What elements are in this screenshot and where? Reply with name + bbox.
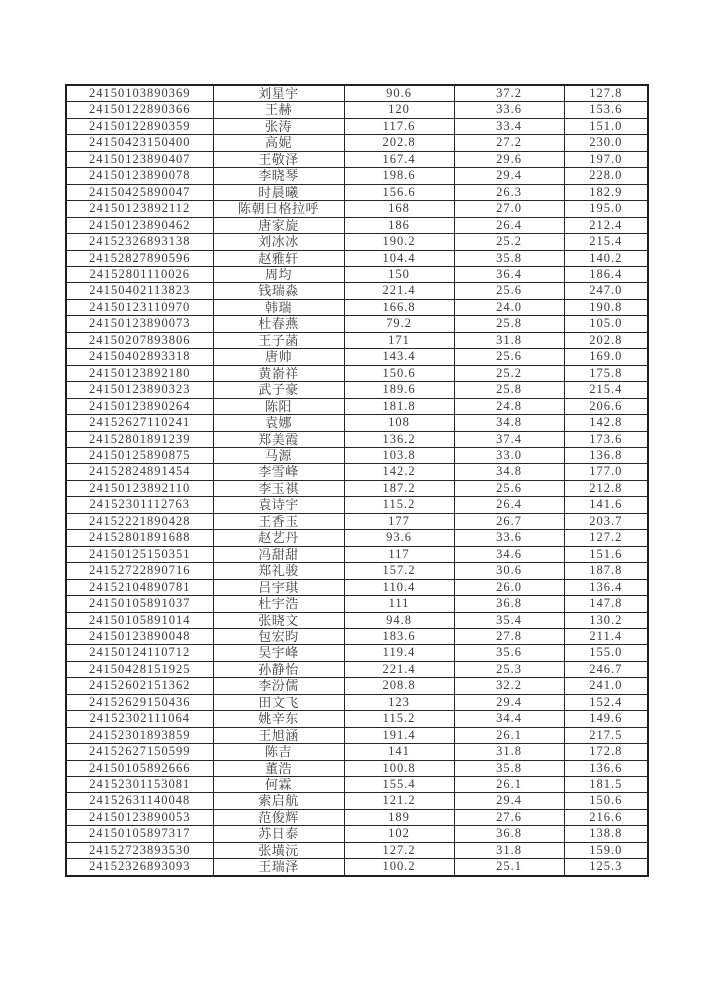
score-table-body [66, 85, 648, 876]
table-row [66, 513, 648, 529]
total-score-cell: 215.4 [564, 234, 648, 250]
total-score-cell: 125.3 [564, 859, 648, 876]
table-row [66, 694, 648, 710]
total-score-cell: 177.0 [564, 464, 648, 480]
name-cell: 陈吉 [213, 744, 344, 760]
score1-cell: 143.4 [344, 349, 454, 365]
table-row [66, 546, 648, 562]
name-cell: 郑美霞 [213, 431, 344, 447]
score1-cell: 127.2 [344, 842, 454, 858]
table-row [66, 151, 648, 167]
table-row [66, 777, 648, 793]
name-cell: 赵艺丹 [213, 530, 344, 546]
score1-cell: 155.4 [344, 777, 454, 793]
total-score-cell: 216.6 [564, 809, 648, 825]
total-score-cell: 247.0 [564, 283, 648, 299]
total-score-cell: 147.8 [564, 596, 648, 612]
table-row [66, 859, 648, 876]
name-cell: 李晓琴 [213, 168, 344, 184]
table-row [66, 299, 648, 315]
table-row [66, 497, 648, 513]
score1-cell: 79.2 [344, 316, 454, 332]
candidate-id-cell: 24150125890875 [66, 447, 213, 463]
score2-cell: 26.3 [454, 184, 564, 200]
name-cell: 孙静怡 [213, 661, 344, 677]
candidate-id-cell: 24150122890359 [66, 118, 213, 134]
name-cell: 李玉祺 [213, 480, 344, 496]
total-score-cell: 212.8 [564, 480, 648, 496]
score1-cell: 189.6 [344, 382, 454, 398]
table-row [66, 398, 648, 414]
total-score-cell: 186.4 [564, 266, 648, 282]
candidate-id-cell: 24150402893318 [66, 349, 213, 365]
name-cell: 李汾儒 [213, 678, 344, 694]
total-score-cell: 217.5 [564, 727, 648, 743]
score2-cell: 25.6 [454, 480, 564, 496]
table-row [66, 168, 648, 184]
score1-cell: 171 [344, 332, 454, 348]
candidate-id-cell: 24152627110241 [66, 415, 213, 431]
score2-cell: 35.8 [454, 250, 564, 266]
table-row [66, 628, 648, 644]
candidate-id-cell: 24150123890264 [66, 398, 213, 414]
total-score-cell: 169.0 [564, 349, 648, 365]
candidate-id-cell: 24152801891239 [66, 431, 213, 447]
total-score-cell: 136.4 [564, 579, 648, 595]
total-score-cell: 130.2 [564, 612, 648, 628]
candidate-id-cell: 24150123890053 [66, 809, 213, 825]
candidate-id-cell: 24152722890716 [66, 563, 213, 579]
name-cell: 高妮 [213, 135, 344, 151]
total-score-cell: 149.6 [564, 711, 648, 727]
total-score-cell: 159.0 [564, 842, 648, 858]
table-row [66, 266, 648, 282]
score2-cell: 31.8 [454, 744, 564, 760]
score2-cell: 25.6 [454, 349, 564, 365]
score1-cell: 157.2 [344, 563, 454, 579]
name-cell: 周均 [213, 266, 344, 282]
total-score-cell: 140.2 [564, 250, 648, 266]
candidate-id-cell: 24152602151362 [66, 678, 213, 694]
table-row [66, 480, 648, 496]
score2-cell: 25.2 [454, 365, 564, 381]
score1-cell: 141 [344, 744, 454, 760]
total-score-cell: 141.6 [564, 497, 648, 513]
total-score-cell: 181.5 [564, 777, 648, 793]
table-row [66, 332, 648, 348]
name-cell: 陈朝日格拉呼 [213, 201, 344, 217]
score2-cell: 31.8 [454, 842, 564, 858]
candidate-id-cell: 24152723893530 [66, 842, 213, 858]
total-score-cell: 173.6 [564, 431, 648, 447]
name-cell: 何霖 [213, 777, 344, 793]
score2-cell: 32.2 [454, 678, 564, 694]
total-score-cell: 127.2 [564, 530, 648, 546]
score1-cell: 100.8 [344, 760, 454, 776]
candidate-id-cell: 24152326893138 [66, 234, 213, 250]
candidate-id-cell: 24152221890428 [66, 513, 213, 529]
score2-cell: 26.4 [454, 497, 564, 513]
name-cell: 王香玉 [213, 513, 344, 529]
candidate-id-cell: 24150122890366 [66, 102, 213, 118]
table-row [66, 612, 648, 628]
score2-cell: 27.0 [454, 201, 564, 217]
name-cell: 范俊辉 [213, 809, 344, 825]
candidate-id-cell: 24150123892110 [66, 480, 213, 496]
total-score-cell: 150.6 [564, 793, 648, 809]
score1-cell: 123 [344, 694, 454, 710]
score1-cell: 190.2 [344, 234, 454, 250]
candidate-id-cell: 24150123890078 [66, 168, 213, 184]
score2-cell: 27.6 [454, 809, 564, 825]
candidate-id-cell: 24150425890047 [66, 184, 213, 200]
score2-cell: 37.2 [454, 85, 564, 102]
score2-cell: 25.8 [454, 316, 564, 332]
score1-cell: 117.6 [344, 118, 454, 134]
score2-cell: 25.2 [454, 234, 564, 250]
score2-cell: 34.8 [454, 415, 564, 431]
candidate-id-cell: 24150105891014 [66, 612, 213, 628]
total-score-cell: 172.8 [564, 744, 648, 760]
total-score-cell: 206.6 [564, 398, 648, 414]
total-score-cell: 197.0 [564, 151, 648, 167]
score2-cell: 33.4 [454, 118, 564, 134]
name-cell: 董浩 [213, 760, 344, 776]
score2-cell: 36.8 [454, 826, 564, 842]
candidate-id-cell: 24152627150599 [66, 744, 213, 760]
score1-cell: 198.6 [344, 168, 454, 184]
name-cell: 陈阳 [213, 398, 344, 414]
score2-cell: 34.6 [454, 546, 564, 562]
candidate-id-cell: 24150123890323 [66, 382, 213, 398]
score2-cell: 33.6 [454, 102, 564, 118]
table-row [66, 579, 648, 595]
score1-cell: 150 [344, 266, 454, 282]
name-cell: 杜春燕 [213, 316, 344, 332]
candidate-id-cell: 24150123890462 [66, 217, 213, 233]
score2-cell: 37.4 [454, 431, 564, 447]
score2-cell: 33.6 [454, 530, 564, 546]
score1-cell: 115.2 [344, 497, 454, 513]
name-cell: 张晓文 [213, 612, 344, 628]
table-row [66, 217, 648, 233]
score1-cell: 110.4 [344, 579, 454, 595]
score2-cell: 35.8 [454, 760, 564, 776]
score1-cell: 177 [344, 513, 454, 529]
total-score-cell: 138.8 [564, 826, 648, 842]
total-score-cell: 105.0 [564, 316, 648, 332]
score1-cell: 93.6 [344, 530, 454, 546]
name-cell: 张墴沅 [213, 842, 344, 858]
score1-cell: 104.4 [344, 250, 454, 266]
name-cell: 王旭涵 [213, 727, 344, 743]
candidate-id-cell: 24152301153081 [66, 777, 213, 793]
candidate-id-cell: 24150423150400 [66, 135, 213, 151]
table-row [66, 596, 648, 612]
table-row [66, 809, 648, 825]
score2-cell: 24.8 [454, 398, 564, 414]
score1-cell: 168 [344, 201, 454, 217]
score1-cell: 191.4 [344, 727, 454, 743]
table-row [66, 201, 648, 217]
score2-cell: 27.2 [454, 135, 564, 151]
name-cell: 张涛 [213, 118, 344, 134]
candidate-id-cell: 24152801110026 [66, 266, 213, 282]
name-cell: 袁诗宇 [213, 497, 344, 513]
score1-cell: 221.4 [344, 283, 454, 299]
candidate-id-cell: 24150105892666 [66, 760, 213, 776]
candidate-id-cell: 24150105891037 [66, 596, 213, 612]
name-cell: 索启航 [213, 793, 344, 809]
total-score-cell: 155.0 [564, 645, 648, 661]
candidate-id-cell: 24152824891454 [66, 464, 213, 480]
total-score-cell: 230.0 [564, 135, 648, 151]
total-score-cell: 127.8 [564, 85, 648, 102]
score1-cell: 142.2 [344, 464, 454, 480]
score1-cell: 189 [344, 809, 454, 825]
name-cell: 王子菡 [213, 332, 344, 348]
name-cell: 吴宇峰 [213, 645, 344, 661]
total-score-cell: 215.4 [564, 382, 648, 398]
total-score-cell: 151.6 [564, 546, 648, 562]
score1-cell: 136.2 [344, 431, 454, 447]
name-cell: 刘星宇 [213, 85, 344, 102]
score2-cell: 26.4 [454, 217, 564, 233]
candidate-id-cell: 24152302111064 [66, 711, 213, 727]
candidate-id-cell: 24150124110712 [66, 645, 213, 661]
name-cell: 吕宇琪 [213, 579, 344, 595]
table-row [66, 826, 648, 842]
name-cell: 田文飞 [213, 694, 344, 710]
total-score-cell: 195.0 [564, 201, 648, 217]
score2-cell: 27.8 [454, 628, 564, 644]
score2-cell: 25.1 [454, 859, 564, 876]
candidate-id-cell: 24150123890407 [66, 151, 213, 167]
candidate-id-cell: 24150428151925 [66, 661, 213, 677]
table-row [66, 415, 648, 431]
score1-cell: 117 [344, 546, 454, 562]
candidate-id-cell: 24150103890369 [66, 85, 213, 102]
table-row [66, 447, 648, 463]
score2-cell: 29.4 [454, 694, 564, 710]
table-row [66, 530, 648, 546]
candidate-id-cell: 24152629150436 [66, 694, 213, 710]
table-row [66, 250, 648, 266]
score2-cell: 36.8 [454, 596, 564, 612]
total-score-cell: 212.4 [564, 217, 648, 233]
table-row [66, 118, 648, 134]
score2-cell: 24.0 [454, 299, 564, 315]
score2-cell: 25.3 [454, 661, 564, 677]
score2-cell: 34.4 [454, 711, 564, 727]
name-cell: 韩瑞 [213, 299, 344, 315]
score1-cell: 181.8 [344, 398, 454, 414]
candidate-id-cell: 24150125150351 [66, 546, 213, 562]
score2-cell: 26.7 [454, 513, 564, 529]
name-cell: 黄嵛祥 [213, 365, 344, 381]
score1-cell: 186 [344, 217, 454, 233]
score2-cell: 36.4 [454, 266, 564, 282]
name-cell: 刘冰冰 [213, 234, 344, 250]
candidate-id-cell: 24152827890596 [66, 250, 213, 266]
candidate-id-cell: 24150105897317 [66, 826, 213, 842]
table-row [66, 464, 648, 480]
score1-cell: 150.6 [344, 365, 454, 381]
score1-cell: 187.2 [344, 480, 454, 496]
score1-cell: 90.6 [344, 85, 454, 102]
table-row [66, 135, 648, 151]
candidate-id-cell: 24152631140048 [66, 793, 213, 809]
name-cell: 袁娜 [213, 415, 344, 431]
table-row [66, 678, 648, 694]
candidate-id-cell: 24152301893859 [66, 727, 213, 743]
score-table [65, 84, 649, 877]
table-row [66, 234, 648, 250]
name-cell: 唐家旋 [213, 217, 344, 233]
name-cell: 李雪峰 [213, 464, 344, 480]
total-score-cell: 151.0 [564, 118, 648, 134]
score1-cell: 103.8 [344, 447, 454, 463]
score1-cell: 120 [344, 102, 454, 118]
score1-cell: 108 [344, 415, 454, 431]
table-row [66, 760, 648, 776]
table-row [66, 283, 648, 299]
total-score-cell: 152.4 [564, 694, 648, 710]
total-score-cell: 211.4 [564, 628, 648, 644]
table-row [66, 316, 648, 332]
score1-cell: 119.4 [344, 645, 454, 661]
candidate-id-cell: 24152301112763 [66, 497, 213, 513]
score2-cell: 30.6 [454, 563, 564, 579]
name-cell: 王瑞泽 [213, 859, 344, 876]
table-row [66, 102, 648, 118]
score2-cell: 25.6 [454, 283, 564, 299]
score1-cell: 208.8 [344, 678, 454, 694]
candidate-id-cell: 24152104890781 [66, 579, 213, 595]
total-score-cell: 153.6 [564, 102, 648, 118]
table-row [66, 645, 648, 661]
name-cell: 王敬泽 [213, 151, 344, 167]
candidate-id-cell: 24150123110970 [66, 299, 213, 315]
name-cell: 武子豪 [213, 382, 344, 398]
score1-cell: 167.4 [344, 151, 454, 167]
score2-cell: 26.1 [454, 777, 564, 793]
score2-cell: 29.6 [454, 151, 564, 167]
total-score-cell: 142.8 [564, 415, 648, 431]
name-cell: 唐帅 [213, 349, 344, 365]
score2-cell: 33.0 [454, 447, 564, 463]
score2-cell: 29.4 [454, 793, 564, 809]
score1-cell: 102 [344, 826, 454, 842]
candidate-id-cell: 24150123890048 [66, 628, 213, 644]
score1-cell: 121.2 [344, 793, 454, 809]
total-score-cell: 241.0 [564, 678, 648, 694]
table-row [66, 744, 648, 760]
score2-cell: 26.0 [454, 579, 564, 595]
score1-cell: 156.6 [344, 184, 454, 200]
table-row [66, 793, 648, 809]
name-cell: 郑礼骏 [213, 563, 344, 579]
score2-cell: 26.1 [454, 727, 564, 743]
table-row [66, 842, 648, 858]
total-score-cell: 136.8 [564, 447, 648, 463]
table-row [66, 563, 648, 579]
table-row [66, 727, 648, 743]
name-cell: 冯甜甜 [213, 546, 344, 562]
name-cell: 王赫 [213, 102, 344, 118]
total-score-cell: 246.7 [564, 661, 648, 677]
name-cell: 钱瑞淼 [213, 283, 344, 299]
score2-cell: 35.4 [454, 612, 564, 628]
candidate-id-cell: 24152801891688 [66, 530, 213, 546]
name-cell: 时晨曦 [213, 184, 344, 200]
table-row [66, 365, 648, 381]
candidate-id-cell: 24150123892112 [66, 201, 213, 217]
score1-cell: 221.4 [344, 661, 454, 677]
total-score-cell: 190.8 [564, 299, 648, 315]
candidate-id-cell: 24150123892180 [66, 365, 213, 381]
table-row [66, 349, 648, 365]
candidate-id-cell: 24150207893806 [66, 332, 213, 348]
candidate-id-cell: 24150123890073 [66, 316, 213, 332]
table-row [66, 382, 648, 398]
total-score-cell: 203.7 [564, 513, 648, 529]
score1-cell: 111 [344, 596, 454, 612]
total-score-cell: 136.6 [564, 760, 648, 776]
name-cell: 赵雅轩 [213, 250, 344, 266]
table-row [66, 85, 648, 102]
name-cell: 包宏昀 [213, 628, 344, 644]
score1-cell: 94.8 [344, 612, 454, 628]
score1-cell: 166.8 [344, 299, 454, 315]
table-row [66, 661, 648, 677]
table-row [66, 711, 648, 727]
score2-cell: 31.8 [454, 332, 564, 348]
score2-cell: 34.8 [454, 464, 564, 480]
name-cell: 苏日泰 [213, 826, 344, 842]
score2-cell: 35.6 [454, 645, 564, 661]
name-cell: 姚辛东 [213, 711, 344, 727]
score1-cell: 115.2 [344, 711, 454, 727]
total-score-cell: 187.8 [564, 563, 648, 579]
score1-cell: 100.2 [344, 859, 454, 876]
total-score-cell: 175.8 [564, 365, 648, 381]
total-score-cell: 228.0 [564, 168, 648, 184]
table-row [66, 431, 648, 447]
candidate-id-cell: 24152326893093 [66, 859, 213, 876]
total-score-cell: 182.9 [564, 184, 648, 200]
score2-cell: 25.8 [454, 382, 564, 398]
score1-cell: 183.6 [344, 628, 454, 644]
candidate-id-cell: 24150402113823 [66, 283, 213, 299]
name-cell: 杜宇浩 [213, 596, 344, 612]
name-cell: 马源 [213, 447, 344, 463]
score1-cell: 202.8 [344, 135, 454, 151]
total-score-cell: 202.8 [564, 332, 648, 348]
score2-cell: 29.4 [454, 168, 564, 184]
table-row [66, 184, 648, 200]
